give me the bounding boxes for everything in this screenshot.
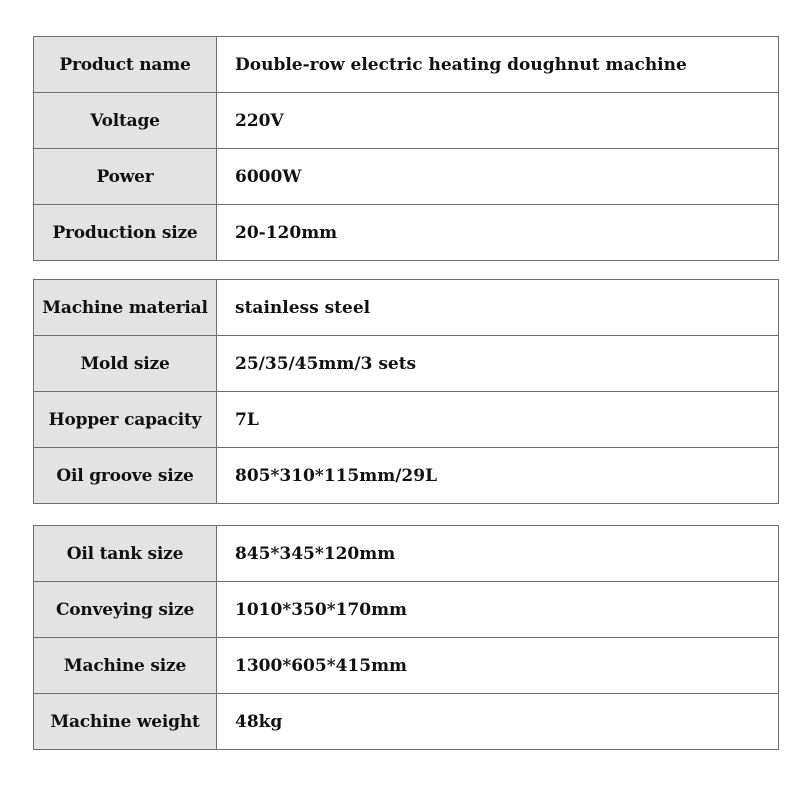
spec-label-product-name: Product name — [34, 37, 217, 93]
table-row — [34, 37, 779, 93]
table-row — [34, 93, 779, 149]
table-row — [34, 694, 779, 750]
spec-value-product-name: Double-row electric heating doughnut machine — [217, 37, 779, 93]
spec-label-oil-tank-size: Oil tank size — [34, 526, 217, 582]
spec-table-dimensions — [33, 525, 779, 750]
table-row — [34, 638, 779, 694]
table-row — [34, 205, 779, 261]
table-row — [34, 149, 779, 205]
spec-label-production-size: Production size — [34, 205, 217, 261]
table-row — [34, 336, 779, 392]
table-row — [34, 392, 779, 448]
spec-table-general — [33, 36, 779, 261]
table-row — [34, 280, 779, 336]
spec-table-material — [33, 279, 779, 504]
spec-value-voltage: 220V — [217, 93, 779, 149]
spec-value-machine-material: stainless steel — [217, 280, 779, 336]
spec-value-conveying-size: 1010*350*170mm — [217, 582, 779, 638]
spec-value-oil-tank-size: 845*345*120mm — [217, 526, 779, 582]
spec-label-power: Power — [34, 149, 217, 205]
spec-value-hopper-capacity: 7L — [217, 392, 779, 448]
spec-label-hopper-capacity: Hopper capacity — [34, 392, 217, 448]
spec-value-machine-weight: 48kg — [217, 694, 779, 750]
spec-label-machine-weight: Machine weight — [34, 694, 217, 750]
spec-value-production-size: 20-120mm — [217, 205, 779, 261]
spec-label-mold-size: Mold size — [34, 336, 217, 392]
spec-label-conveying-size: Conveying size — [34, 582, 217, 638]
spec-value-machine-size: 1300*605*415mm — [217, 638, 779, 694]
spec-label-machine-size: Machine size — [34, 638, 217, 694]
spec-value-mold-size: 25/35/45mm/3 sets — [217, 336, 779, 392]
table-row — [34, 582, 779, 638]
spec-label-machine-material: Machine material — [34, 280, 217, 336]
table-row — [34, 448, 779, 504]
spec-label-voltage: Voltage — [34, 93, 217, 149]
spec-value-oil-groove-size: 805*310*115mm/29L — [217, 448, 779, 504]
spec-label-oil-groove-size: Oil groove size — [34, 448, 217, 504]
spec-value-power: 6000W — [217, 149, 779, 205]
table-row — [34, 526, 779, 582]
